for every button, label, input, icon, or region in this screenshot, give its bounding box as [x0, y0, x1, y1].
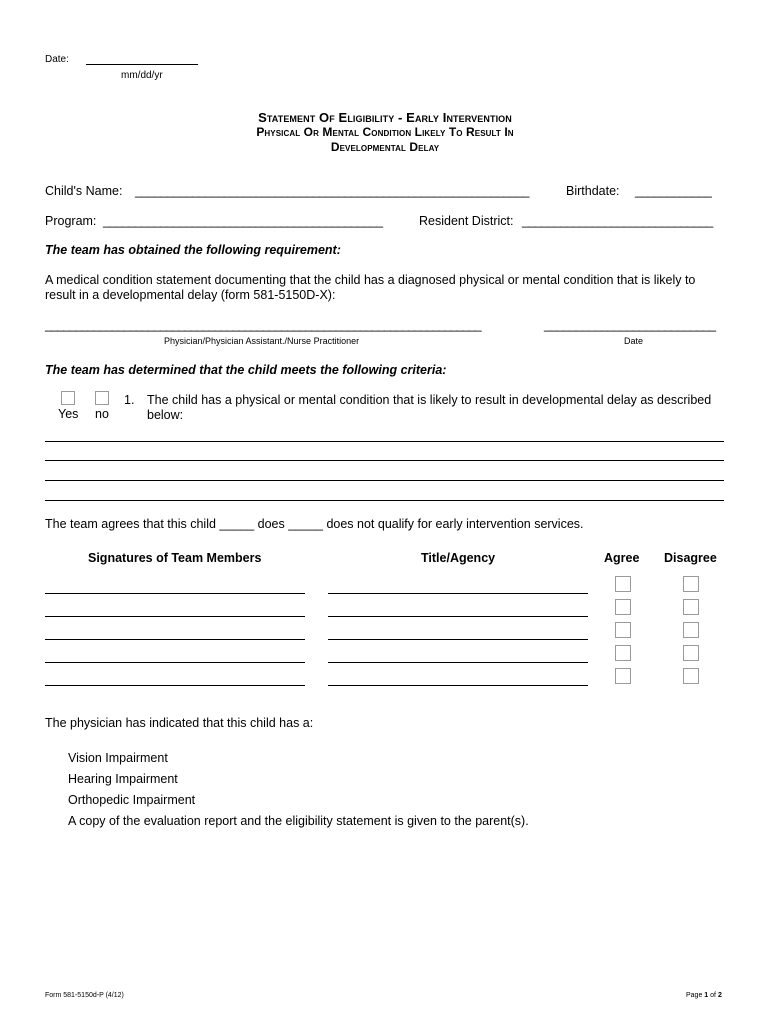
- criteria-heading: The team has determined that the child meets the following criteria:: [45, 363, 447, 377]
- agree-column-header: Agree: [604, 551, 640, 565]
- program-field[interactable]: ____________________________________________: [103, 214, 383, 228]
- team-signature-line[interactable]: [45, 685, 305, 686]
- page-subtitle-2: Developmental Delay: [330, 140, 440, 154]
- requirement-text: A medical condition statement documenting that the child has a diagnosed physical or mental condition that is likely to result in a developmental delay (form 581-5150D-X):: [45, 273, 696, 302]
- team-title-line[interactable]: [328, 662, 588, 663]
- page-total: 2: [717, 992, 722, 999]
- disagree-column-header: Disagree: [664, 551, 717, 565]
- description-line-3[interactable]: [45, 480, 724, 481]
- page-current: 1: [704, 992, 709, 999]
- team-title-line[interactable]: [328, 593, 588, 594]
- page-title: Statement Of Eligibility - Early Intervention: [258, 110, 512, 125]
- agree-checkbox[interactable]: [615, 599, 631, 615]
- signatures-column-header: Signatures of Team Members: [88, 551, 262, 565]
- resident-district-label: Resident District:: [419, 214, 514, 228]
- list-item-vision: Vision Impairment: [68, 751, 168, 765]
- requirement-heading: The team has obtained the following requirement:: [45, 243, 341, 257]
- resident-district-field[interactable]: ______________________________: [522, 214, 713, 228]
- description-line-1[interactable]: [45, 441, 724, 442]
- physician-signature-caption: Physician/Physician Assistant./Nurse Practitioner: [164, 336, 360, 346]
- disagree-checkbox[interactable]: [683, 645, 699, 661]
- team-signature-line[interactable]: [45, 662, 305, 663]
- criteria-yes-checkbox[interactable]: [61, 391, 75, 405]
- criteria-item-text: The child has a physical or mental condition that is likely to result in developmental delay as described below:: [147, 393, 712, 422]
- qualification-statement: The team agrees that this child _____ does _____ does not qualify for early intervention services.: [45, 517, 584, 531]
- team-title-line[interactable]: [328, 616, 588, 617]
- disagree-checkbox[interactable]: [683, 576, 699, 592]
- page-prefix: Page: [686, 992, 705, 999]
- date-line[interactable]: [86, 64, 198, 65]
- criteria-item-number: 1.: [124, 393, 135, 407]
- disagree-checkbox[interactable]: [683, 668, 699, 684]
- form-id: Form 581-5150d-P (4/12): [45, 992, 124, 999]
- team-signature-line[interactable]: [45, 616, 305, 617]
- page-of: of: [708, 992, 718, 999]
- no-label: no: [95, 407, 109, 421]
- list-item-hearing: Hearing Impairment: [68, 772, 178, 786]
- birthdate-field[interactable]: ____________: [635, 184, 712, 198]
- date-label: Date:: [45, 54, 69, 65]
- team-signature-line[interactable]: [45, 639, 305, 640]
- yes-label: Yes: [58, 407, 79, 421]
- child-name-label: Child's Name:: [45, 184, 123, 198]
- agree-checkbox[interactable]: [615, 645, 631, 661]
- team-title-line[interactable]: [328, 685, 588, 686]
- description-line-2[interactable]: [45, 460, 724, 461]
- agree-checkbox[interactable]: [615, 622, 631, 638]
- disagree-checkbox[interactable]: [683, 622, 699, 638]
- agree-checkbox[interactable]: [615, 668, 631, 684]
- program-label: Program:: [45, 214, 97, 228]
- list-item-copy-statement: A copy of the evaluation report and the eligibility statement is given to the parent(s).: [68, 814, 529, 828]
- team-title-line[interactable]: [328, 639, 588, 640]
- criteria-no-checkbox[interactable]: [95, 391, 109, 405]
- child-name-field[interactable]: ______________________________________________________________: [135, 184, 529, 198]
- title-agency-column-header: Title/Agency: [421, 551, 496, 565]
- birthdate-label: Birthdate:: [566, 184, 620, 198]
- physician-date-caption: Date: [624, 336, 644, 346]
- page-subtitle-1: Physical Or Mental Condition Likely To Result In: [256, 125, 514, 139]
- page-number: [686, 992, 722, 999]
- date-format-caption: mm/dd/yr: [121, 70, 163, 81]
- description-line-4[interactable]: [45, 500, 724, 501]
- list-item-orthopedic: Orthopedic Impairment: [68, 793, 196, 807]
- agree-checkbox[interactable]: [615, 576, 631, 592]
- physician-signature-field[interactable]: ________________________________________________________________________: [45, 318, 481, 332]
- disagree-checkbox[interactable]: [683, 599, 699, 615]
- physician-intro: The physician has indicated that this child has a:: [45, 716, 314, 730]
- physician-date-field[interactable]: ___________________________: [544, 318, 716, 332]
- team-signature-line[interactable]: [45, 593, 305, 594]
